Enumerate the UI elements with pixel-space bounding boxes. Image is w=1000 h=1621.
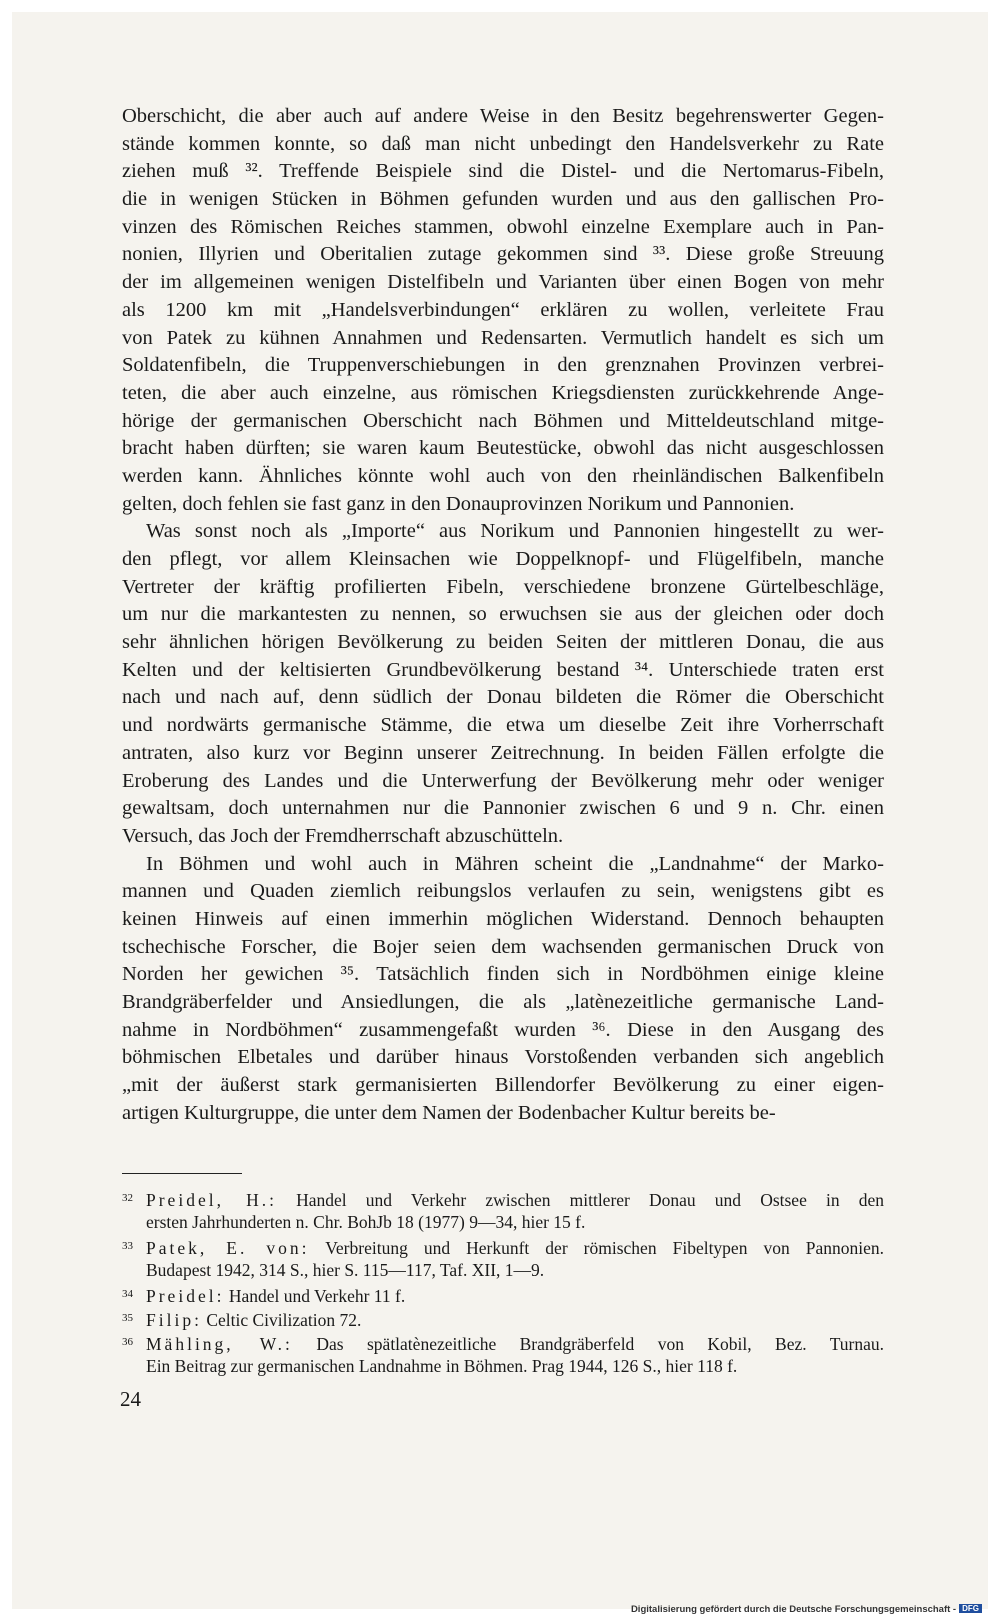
body-line: Was sonst noch als „Importe“ aus Norikum und Pannonien hingestellt zu wer- [146,520,884,543]
body-line: Soldatenfibeln, die Truppenverschiebungen in den grenznahen Provinzen verbrei- [122,354,884,377]
dfg-logo: DFG [959,1604,982,1613]
footnote-author: Preidel, H.: [146,1190,277,1210]
footnote-text: Handel und Verkehr zwischen mittlerer Donau und Ostsee in den [296,1190,884,1210]
footnote-text: Budapest 1942, 314 S., hier S. 115—117, Taf. XII, 1—9. [146,1260,545,1280]
footnote [122,1234,884,1282]
body-line: antraten, also kurz vor Beginn unserer Zeitrechnung. In beiden Fällen erfolgte die [122,741,884,764]
body-line: Vertreter der kräftig profilierten Fibeln, verschiedene bronzene Gürtelbeschläge, [122,575,884,598]
body-line: bracht haben dürften; sie waren kaum Beutestücke, obwohl das nicht ausgeschlossen [122,437,884,460]
footnote-text: Celtic Civilization 72. [206,1310,362,1330]
digitization-credit [631,1604,982,1615]
footnote-line [122,1234,884,1258]
body-line: nach und nach auf, denn südlich der Donau bildeten die Römer die Oberschicht [122,686,884,709]
body-line: vinzen des Römischen Reiches stammen, obwohl einzelne Exemplare auch in Pan- [122,215,884,238]
body-line: Oberschicht, die aber auch auf andere Weise in den Besitz begehrenswerter Gegen- [122,105,884,127]
footnote-number: 36 [122,1336,133,1348]
body-line: Brandgräberfelder und Ansiedlungen, die als „latènezeitliche germanische Land- [122,991,884,1013]
body-text [122,103,884,1127]
body-line: gewaltsam, doch unternahmen nur die Pannonier zwischen 6 und 9 n. Chr. einen [122,797,884,820]
footnote [122,1282,884,1306]
footnote-line [122,1354,884,1378]
body-line: den pflegt, vor allem Kleinsachen wie Doppelknopf- und Flügelfibeln, manche [122,548,884,570]
body-line: mannen und Quaden ziemlich reibungslos verlaufen zu sein, wenigstens gibt es [122,880,884,903]
body-line: sehr ähnlichen hörigen Bevölkerung zu beiden Seiten der mittleren Donau, die aus [122,631,884,654]
body-line: nonien, Illyrien und Oberitalien zutage gekommen sind ³³. Diese große Streuung [122,243,884,266]
body-line: „mit der äußerst stark germanisierten Billendorfer Bevölkerung zu einer eigen- [122,1074,884,1097]
footnote-number: 32 [122,1192,133,1204]
footnote-author: Preidel: [146,1286,225,1306]
body-line: gelten, doch fehlen sie fast ganz in den Donauprovinzen Norikum und Pannonien. [122,492,795,515]
credit-text: Digitalisierung gefördert durch die Deutsche Forschungsgemeinschaft - [630,1604,957,1615]
footnote-author: Patek, E. von: [146,1238,310,1258]
footnote-line [122,1330,884,1354]
footnote [122,1306,884,1330]
body-line: ziehen muß ³². Treffende Beispiele sind die Distel- und die Nertomarus-Fibeln, [122,160,884,183]
body-line: artigen Kulturgruppe, die unter dem Namen der Bodenbacher Kultur bereits be- [122,1101,776,1124]
footnote-number: 33 [122,1240,133,1252]
footnote-text: ersten Jahrhunderten n. Chr. BohJb 18 (1977) 9—34, hier 15 f. [146,1212,586,1232]
footnote-number: 34 [122,1288,133,1300]
footnote-line [122,1186,884,1210]
body-line: und nordwärts germanische Stämme, die etwa um dieselbe Zeit ihre Vorherrschaft [122,714,884,737]
footnote [122,1330,884,1378]
footnote-text: Handel und Verkehr 11 f. [228,1286,406,1306]
body-line: hörige der germanischen Oberschicht nach Böhmen und Mitteldeutschland mitge- [122,409,884,432]
body-line: tschechische Forscher, die Bojer seien dem wachsenden germanischen Druck von [122,935,884,958]
body-line: teten, die aber auch einzelne, aus römischen Kriegsdiensten zurückkehrende Ange- [122,381,884,404]
body-line: stände kommen konnte, so daß man nicht unbedingt den Handelsverkehr zu Rate [122,132,884,155]
footnote-number: 35 [122,1312,133,1324]
footnote-text: Ein Beitrag zur germanischen Landnahme in Böhmen. Prag 1944, 126 S., hier 118 f. [146,1356,738,1376]
body-line: keinen Hinweis auf einen immerhin möglichen Widerstand. Dennoch behaupten [122,907,884,930]
footnote-line [122,1210,884,1234]
body-line: Versuch, das Joch der Fremdherrschaft abzuschütteln. [122,824,564,847]
footnotes [122,1186,884,1378]
body-line: böhmischen Elbetales und darüber hinaus Vorstoßenden verbanden sich angeblich [122,1046,884,1069]
footnote-line [122,1306,884,1330]
body-line: der im allgemeinen wenigen Distelfibeln und Varianten über einen Bogen von mehr [122,271,884,294]
body-line: die in wenigen Stücken in Böhmen gefunden wurden und aus den gallischen Pro- [122,188,884,211]
footnote-author: Mähling, W.: [146,1334,293,1354]
footnote [122,1186,884,1234]
body-line: Eroberung des Landes und die Unterwerfung der Bevölkerung mehr oder weniger [122,769,884,792]
footnote-line [122,1282,884,1306]
body-line: nahme in Nordböhmen“ zusammengefaßt wurden ³⁶. Diese in den Ausgang des [122,1018,884,1041]
body-line: werden kann. Ähnliches könnte wohl auch von den rheinländischen Balkenfibeln [122,464,884,487]
footnote-text: Verbreitung und Herkunft der römischen Fibeltypen von Pannonien. [325,1238,885,1258]
body-line: als 1200 km mit „Handelsverbindungen“ erklären zu wollen, verleitete Frau [122,298,884,321]
body-line: um nur die markantesten zu nennen, so erwuchsen sie aus der gleichen oder doch [122,603,884,626]
footnote-author: Filip: [146,1310,202,1330]
body-line: von Patek zu kühnen Annahmen und Redensarten. Vermutlich handelt es sich um [122,326,884,349]
footnote-text: Das spätlatènezeitliche Brandgräberfeld von Kobil, Bez. Turnau. [316,1334,885,1354]
body-line: Kelten und der keltisierten Grundbevölkerung bestand ³⁴. Unterschiede traten erst [122,658,884,681]
footnote-separator [122,1173,242,1174]
body-line: Norden her gewichen ³⁵. Tatsächlich finden sich in Nordböhmen einige kleine [122,963,884,986]
page-number: 24 [120,1387,141,1411]
body-line: In Böhmen und wohl auch in Mähren scheint die „Landnahme“ der Marko- [146,852,884,875]
footnote-line [122,1258,884,1282]
